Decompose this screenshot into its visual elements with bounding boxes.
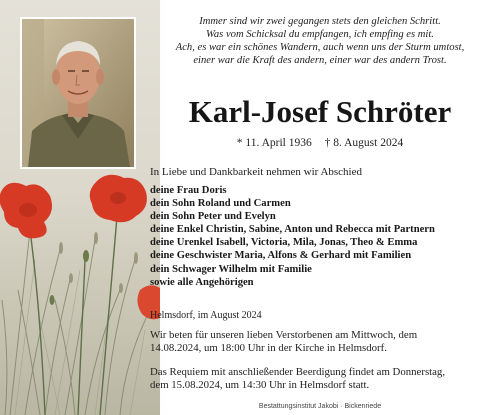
deceased-name: Karl-Josef Schröter xyxy=(188,94,452,129)
place-and-date: Helmsdorf, im August 2024 xyxy=(150,310,262,321)
mourner-entry: dein Sohn Peter und Evelyn xyxy=(150,211,276,223)
mourner-entry: deine Geschwister Maria, Alfons & Gerhard mit Familien xyxy=(150,250,412,262)
text-line: 14.08.2024, um 18:00 Uhr in der Kirche in Helmsdorf. xyxy=(150,342,387,355)
mourner-entry: sowie alle Angehörigen xyxy=(150,276,254,288)
poem-line: Immer sind wir zwei gegangen stets den gleichen Schritt. xyxy=(199,16,441,27)
birth-date: * 11. April 1936 xyxy=(236,137,312,149)
mourner-entry: dein Schwager Wilhelm mit Familie xyxy=(150,263,312,275)
farewell-intro: In Liebe und Dankbarkeit nehmen wir Abschied xyxy=(150,166,362,178)
mourner-entry: dein Sohn Roland und Carmen xyxy=(150,198,291,210)
prayer-service-text xyxy=(150,329,495,356)
portrait-frame xyxy=(20,17,136,169)
portrait-photo-icon xyxy=(22,19,134,167)
mourner-entry: deine Enkel Christin, Sabine, Anton und Rebecca mit Partnern xyxy=(150,224,435,236)
mourner-entry: deine Urenkel Isabell, Victoria, Mila, Jonas, Theo & Emma xyxy=(150,237,418,249)
death-date: † 8. August 2024 xyxy=(324,137,404,149)
memorial-poem xyxy=(150,15,490,67)
funeral-home-credit: Bestattungsinstitut Jakobi · Bickenriede xyxy=(258,403,382,410)
text-line: Das Requiem mit anschließender Beerdigung findet am Donnerstag, xyxy=(150,366,446,378)
mourner-entry: deine Frau Doris xyxy=(150,185,227,196)
mourners-list xyxy=(150,184,435,289)
life-dates xyxy=(150,137,490,149)
poem-line: Was vom Schicksal du empfangen, ich empfing es mit. xyxy=(206,29,434,40)
text-line: Wir beten für unseren lieben Verstorbenen am Mittwoch, dem xyxy=(150,329,418,341)
text-line: dem 15.08.2024, um 14:30 Uhr in Helmsdorf statt. xyxy=(150,379,370,392)
poem-line: einer war die Kraft des andern, einer war des andern Trost. xyxy=(193,55,447,66)
poem-line: Ach, es war ein schönes Wandern, auch wenn uns der Sturm umtost, xyxy=(175,42,465,53)
requiem-text xyxy=(150,366,495,393)
